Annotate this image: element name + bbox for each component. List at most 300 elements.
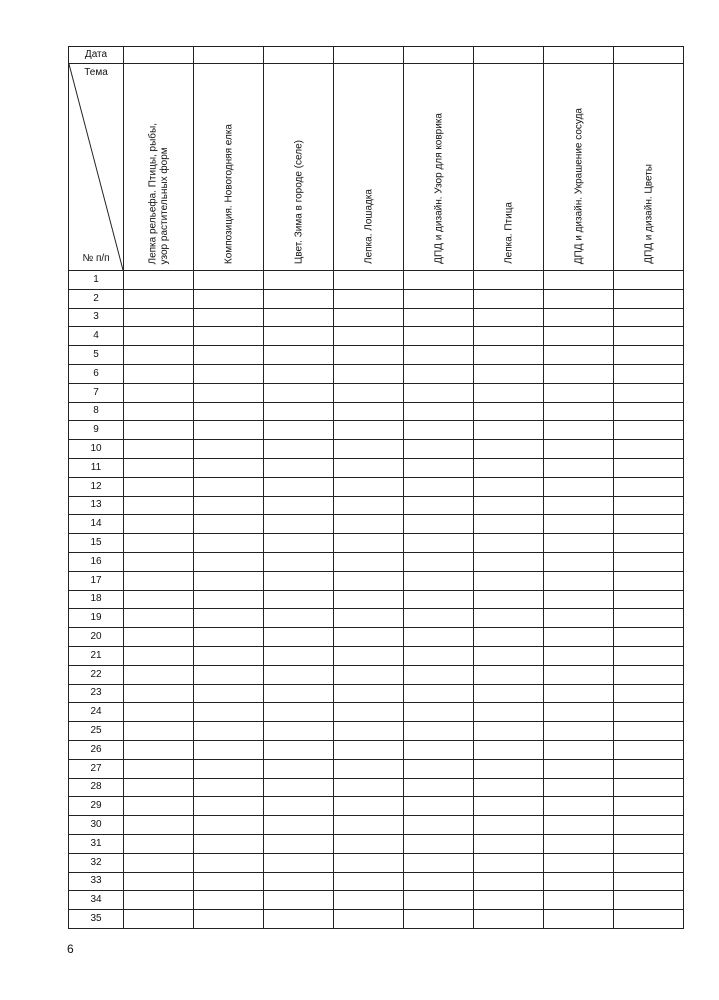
- grade-cell[interactable]: [544, 722, 614, 741]
- grade-cell[interactable]: [404, 590, 474, 609]
- grade-cell[interactable]: [334, 534, 404, 553]
- grade-cell[interactable]: [124, 872, 194, 891]
- grade-cell[interactable]: [334, 346, 404, 365]
- grade-cell[interactable]: [474, 797, 544, 816]
- grade-cell[interactable]: [614, 383, 684, 402]
- grade-cell[interactable]: [544, 458, 614, 477]
- grade-cell[interactable]: [124, 440, 194, 459]
- grade-cell[interactable]: [544, 853, 614, 872]
- grade-cell[interactable]: [474, 346, 544, 365]
- grade-cell[interactable]: [544, 703, 614, 722]
- grade-cell[interactable]: [474, 834, 544, 853]
- grade-cell[interactable]: [334, 722, 404, 741]
- grade-cell[interactable]: [264, 778, 334, 797]
- grade-cell[interactable]: [334, 458, 404, 477]
- grade-cell[interactable]: [334, 834, 404, 853]
- grade-cell[interactable]: [124, 383, 194, 402]
- grade-cell[interactable]: [264, 571, 334, 590]
- grade-cell[interactable]: [334, 308, 404, 327]
- grade-cell[interactable]: [404, 628, 474, 647]
- grade-cell[interactable]: [404, 853, 474, 872]
- table-row: [69, 289, 684, 308]
- grade-cell[interactable]: [334, 289, 404, 308]
- grade-cell[interactable]: [474, 665, 544, 684]
- grade-cell[interactable]: [264, 346, 334, 365]
- grade-cell[interactable]: [124, 421, 194, 440]
- grade-cell[interactable]: [194, 496, 264, 515]
- grade-cell[interactable]: [614, 552, 684, 571]
- grade-cell[interactable]: [474, 910, 544, 929]
- grade-cell[interactable]: [544, 440, 614, 459]
- grade-cell[interactable]: [404, 816, 474, 835]
- grade-cell[interactable]: [264, 853, 334, 872]
- grade-cell[interactable]: [474, 684, 544, 703]
- grade-cell[interactable]: [334, 853, 404, 872]
- grade-cell[interactable]: [404, 308, 474, 327]
- grade-cell[interactable]: [264, 628, 334, 647]
- grade-cell[interactable]: [544, 515, 614, 534]
- grade-cell[interactable]: [474, 609, 544, 628]
- grade-cell[interactable]: [194, 628, 264, 647]
- grade-cell[interactable]: [544, 891, 614, 910]
- grade-cell[interactable]: [614, 740, 684, 759]
- grade-cell[interactable]: [334, 740, 404, 759]
- grade-cell[interactable]: [124, 759, 194, 778]
- grade-cell[interactable]: [194, 609, 264, 628]
- grade-cell[interactable]: [194, 440, 264, 459]
- grade-cell[interactable]: [544, 289, 614, 308]
- grade-cell[interactable]: [614, 684, 684, 703]
- grade-cell[interactable]: [404, 910, 474, 929]
- grade-cell[interactable]: [404, 646, 474, 665]
- grade-cell[interactable]: [614, 327, 684, 346]
- grade-cell[interactable]: [614, 722, 684, 741]
- grade-cell[interactable]: [124, 853, 194, 872]
- row-number: 8: [69, 402, 124, 421]
- grade-cell[interactable]: [264, 515, 334, 534]
- grade-cell[interactable]: [474, 740, 544, 759]
- grade-cell[interactable]: [334, 816, 404, 835]
- grade-cell[interactable]: [544, 308, 614, 327]
- grade-cell[interactable]: [194, 402, 264, 421]
- grade-cell[interactable]: [404, 402, 474, 421]
- grade-cell[interactable]: [194, 458, 264, 477]
- grade-cell[interactable]: [544, 684, 614, 703]
- grade-cell[interactable]: [194, 684, 264, 703]
- grade-cell[interactable]: [614, 496, 684, 515]
- grade-cell[interactable]: [194, 477, 264, 496]
- grade-cell[interactable]: [474, 703, 544, 722]
- grade-cell[interactable]: [404, 458, 474, 477]
- grade-cell[interactable]: [194, 534, 264, 553]
- grade-cell[interactable]: [124, 628, 194, 647]
- grade-cell[interactable]: [194, 289, 264, 308]
- grade-cell[interactable]: [264, 891, 334, 910]
- date-cell[interactable]: [194, 47, 264, 64]
- grade-cell[interactable]: [194, 722, 264, 741]
- grade-cell[interactable]: [614, 759, 684, 778]
- grade-cell[interactable]: [474, 722, 544, 741]
- grade-cell[interactable]: [264, 364, 334, 383]
- grade-cell[interactable]: [614, 797, 684, 816]
- grade-cell[interactable]: [614, 421, 684, 440]
- grade-cell[interactable]: [614, 628, 684, 647]
- grade-cell[interactable]: [334, 327, 404, 346]
- grade-cell[interactable]: [194, 834, 264, 853]
- grade-cell[interactable]: [474, 778, 544, 797]
- grade-cell[interactable]: [614, 364, 684, 383]
- grade-cell[interactable]: [264, 271, 334, 290]
- grade-cell[interactable]: [124, 910, 194, 929]
- grade-cell[interactable]: [614, 590, 684, 609]
- grade-cell[interactable]: [264, 684, 334, 703]
- grade-cell[interactable]: [474, 477, 544, 496]
- date-cell[interactable]: [334, 47, 404, 64]
- theme-title: Цвет. Зима в городе (селе): [292, 139, 304, 264]
- grade-cell[interactable]: [614, 816, 684, 835]
- grade-cell[interactable]: [124, 722, 194, 741]
- grade-cell[interactable]: [614, 646, 684, 665]
- grade-cell[interactable]: [474, 458, 544, 477]
- grade-cell[interactable]: [194, 759, 264, 778]
- grade-cell[interactable]: [264, 477, 334, 496]
- grade-cell[interactable]: [124, 778, 194, 797]
- grade-cell[interactable]: [334, 759, 404, 778]
- grade-cell[interactable]: [404, 571, 474, 590]
- theme-header-cell: [264, 64, 334, 271]
- grade-cell[interactable]: [334, 891, 404, 910]
- grade-cell[interactable]: [614, 346, 684, 365]
- grade-cell[interactable]: [264, 308, 334, 327]
- grade-cell[interactable]: [614, 402, 684, 421]
- grade-cell[interactable]: [474, 534, 544, 553]
- grade-cell[interactable]: [124, 458, 194, 477]
- grade-cell[interactable]: [404, 703, 474, 722]
- grade-cell[interactable]: [124, 834, 194, 853]
- grade-cell[interactable]: [194, 552, 264, 571]
- grade-cell[interactable]: [404, 477, 474, 496]
- grade-cell[interactable]: [194, 797, 264, 816]
- grade-cell[interactable]: [614, 834, 684, 853]
- grade-cell[interactable]: [124, 308, 194, 327]
- grade-cell[interactable]: [264, 383, 334, 402]
- grade-cell[interactable]: [404, 552, 474, 571]
- grade-cell[interactable]: [474, 308, 544, 327]
- grade-cell[interactable]: [194, 590, 264, 609]
- grade-cell[interactable]: [194, 271, 264, 290]
- grade-cell[interactable]: [404, 797, 474, 816]
- grade-cell[interactable]: [264, 665, 334, 684]
- grade-cell[interactable]: [334, 590, 404, 609]
- grade-cell[interactable]: [404, 364, 474, 383]
- grade-cell[interactable]: [194, 778, 264, 797]
- grade-cell[interactable]: [614, 609, 684, 628]
- table-row: [69, 910, 684, 929]
- grade-cell[interactable]: [614, 515, 684, 534]
- grade-cell[interactable]: [474, 759, 544, 778]
- grade-cell[interactable]: [334, 515, 404, 534]
- grade-cell[interactable]: [264, 289, 334, 308]
- grade-cell[interactable]: [124, 590, 194, 609]
- grade-cell[interactable]: [194, 327, 264, 346]
- grade-cell[interactable]: [614, 458, 684, 477]
- grade-cell[interactable]: [124, 534, 194, 553]
- grade-cell[interactable]: [544, 834, 614, 853]
- grade-cell[interactable]: [334, 665, 404, 684]
- grade-cell[interactable]: [124, 346, 194, 365]
- grade-cell[interactable]: [474, 383, 544, 402]
- grade-cell[interactable]: [264, 816, 334, 835]
- grade-cell[interactable]: [264, 703, 334, 722]
- grade-cell[interactable]: [264, 834, 334, 853]
- row-number: 12: [69, 477, 124, 496]
- grade-cell[interactable]: [614, 778, 684, 797]
- grade-cell[interactable]: [544, 271, 614, 290]
- grade-cell[interactable]: [474, 571, 544, 590]
- grade-cell[interactable]: [544, 740, 614, 759]
- grade-cell[interactable]: [264, 534, 334, 553]
- grade-cell[interactable]: [334, 684, 404, 703]
- grade-cell[interactable]: [124, 402, 194, 421]
- grade-cell[interactable]: [124, 646, 194, 665]
- grade-cell[interactable]: [124, 477, 194, 496]
- grade-cell[interactable]: [614, 910, 684, 929]
- grade-cell[interactable]: [334, 496, 404, 515]
- grade-cell[interactable]: [614, 289, 684, 308]
- grade-cell[interactable]: [264, 797, 334, 816]
- date-row: [69, 47, 684, 64]
- grade-cell[interactable]: [194, 665, 264, 684]
- grade-cell[interactable]: [124, 703, 194, 722]
- grade-cell[interactable]: [124, 364, 194, 383]
- grade-cell[interactable]: [194, 910, 264, 929]
- grade-cell[interactable]: [334, 364, 404, 383]
- grade-cell[interactable]: [264, 872, 334, 891]
- grade-cell[interactable]: [404, 872, 474, 891]
- grade-cell[interactable]: [124, 797, 194, 816]
- grade-cell[interactable]: [124, 891, 194, 910]
- grade-cell[interactable]: [194, 872, 264, 891]
- grade-cell[interactable]: [334, 609, 404, 628]
- grade-cell[interactable]: [544, 646, 614, 665]
- grade-cell[interactable]: [544, 872, 614, 891]
- grade-cell[interactable]: [334, 552, 404, 571]
- grade-cell[interactable]: [404, 609, 474, 628]
- grade-cell[interactable]: [334, 440, 404, 459]
- grade-cell[interactable]: [544, 609, 614, 628]
- grade-cell[interactable]: [264, 722, 334, 741]
- grade-cell[interactable]: [404, 271, 474, 290]
- grade-cell[interactable]: [474, 496, 544, 515]
- grade-cell[interactable]: [544, 910, 614, 929]
- grade-cell[interactable]: [264, 327, 334, 346]
- grade-cell[interactable]: [474, 552, 544, 571]
- grade-cell[interactable]: [264, 421, 334, 440]
- grade-cell[interactable]: [124, 515, 194, 534]
- grade-cell[interactable]: [334, 872, 404, 891]
- grade-cell[interactable]: [544, 665, 614, 684]
- grade-cell[interactable]: [404, 834, 474, 853]
- grade-cell[interactable]: [194, 364, 264, 383]
- grade-cell[interactable]: [614, 571, 684, 590]
- grade-cell[interactable]: [124, 609, 194, 628]
- date-cell[interactable]: [614, 47, 684, 64]
- grade-cell[interactable]: [474, 327, 544, 346]
- grade-cell[interactable]: [124, 665, 194, 684]
- grade-cell[interactable]: [544, 628, 614, 647]
- grade-cell[interactable]: [194, 816, 264, 835]
- grade-cell[interactable]: [544, 421, 614, 440]
- grade-cell[interactable]: [194, 571, 264, 590]
- grade-cell[interactable]: [474, 628, 544, 647]
- grade-cell[interactable]: [544, 477, 614, 496]
- grade-cell[interactable]: [334, 703, 404, 722]
- grade-cell[interactable]: [194, 740, 264, 759]
- grade-cell[interactable]: [474, 891, 544, 910]
- grade-cell[interactable]: [334, 421, 404, 440]
- grade-cell[interactable]: [614, 440, 684, 459]
- grade-cell[interactable]: [474, 364, 544, 383]
- grade-cell[interactable]: [334, 797, 404, 816]
- grade-cell[interactable]: [194, 646, 264, 665]
- grade-cell[interactable]: [334, 646, 404, 665]
- grade-cell[interactable]: [334, 571, 404, 590]
- grade-cell[interactable]: [124, 684, 194, 703]
- grade-cell[interactable]: [544, 364, 614, 383]
- grade-cell[interactable]: [124, 816, 194, 835]
- grade-cell[interactable]: [194, 346, 264, 365]
- grade-cell[interactable]: [264, 759, 334, 778]
- row-number: 9: [69, 421, 124, 440]
- grade-cell[interactable]: [264, 552, 334, 571]
- grade-cell[interactable]: [474, 590, 544, 609]
- grade-cell[interactable]: [124, 571, 194, 590]
- grade-cell[interactable]: [264, 458, 334, 477]
- date-cell[interactable]: [264, 47, 334, 64]
- grade-cell[interactable]: [614, 665, 684, 684]
- grade-cell[interactable]: [124, 552, 194, 571]
- grade-cell[interactable]: [474, 421, 544, 440]
- grade-cell[interactable]: [614, 853, 684, 872]
- grade-cell[interactable]: [194, 383, 264, 402]
- grade-cell[interactable]: [614, 891, 684, 910]
- grade-cell[interactable]: [334, 271, 404, 290]
- grade-cell[interactable]: [474, 872, 544, 891]
- grade-cell[interactable]: [474, 646, 544, 665]
- grade-cell[interactable]: [544, 402, 614, 421]
- grade-cell[interactable]: [474, 440, 544, 459]
- grade-cell[interactable]: [404, 515, 474, 534]
- date-cell[interactable]: [474, 47, 544, 64]
- grade-cell[interactable]: [404, 534, 474, 553]
- date-cell[interactable]: [404, 47, 474, 64]
- grade-cell[interactable]: [194, 891, 264, 910]
- grade-cell[interactable]: [264, 402, 334, 421]
- grade-cell[interactable]: [544, 552, 614, 571]
- grade-cell[interactable]: [124, 271, 194, 290]
- grade-cell[interactable]: [474, 853, 544, 872]
- grade-cell[interactable]: [474, 271, 544, 290]
- grade-cell[interactable]: [124, 496, 194, 515]
- grade-cell[interactable]: [404, 778, 474, 797]
- grade-cell[interactable]: [544, 590, 614, 609]
- grade-cell[interactable]: [334, 383, 404, 402]
- grade-cell[interactable]: [264, 609, 334, 628]
- grade-cell[interactable]: [614, 271, 684, 290]
- grade-cell[interactable]: [334, 477, 404, 496]
- grade-cell[interactable]: [194, 421, 264, 440]
- grade-cell[interactable]: [474, 515, 544, 534]
- grade-cell[interactable]: [264, 646, 334, 665]
- grade-cell[interactable]: [544, 797, 614, 816]
- grade-cell[interactable]: [404, 891, 474, 910]
- grade-cell[interactable]: [194, 853, 264, 872]
- grade-cell[interactable]: [194, 308, 264, 327]
- grade-cell[interactable]: [264, 740, 334, 759]
- grade-cell[interactable]: [544, 346, 614, 365]
- grade-cell[interactable]: [404, 383, 474, 402]
- table-row: [69, 364, 684, 383]
- grade-cell[interactable]: [194, 515, 264, 534]
- grade-cell[interactable]: [404, 440, 474, 459]
- grade-cell[interactable]: [544, 778, 614, 797]
- grade-cell[interactable]: [404, 684, 474, 703]
- grade-cell[interactable]: [544, 383, 614, 402]
- date-cell[interactable]: [544, 47, 614, 64]
- grade-cell[interactable]: [404, 722, 474, 741]
- grade-cell[interactable]: [194, 703, 264, 722]
- grade-cell[interactable]: [404, 665, 474, 684]
- grade-cell[interactable]: [264, 440, 334, 459]
- grade-cell[interactable]: [404, 327, 474, 346]
- grade-cell[interactable]: [404, 346, 474, 365]
- grade-cell[interactable]: [124, 740, 194, 759]
- grade-cell[interactable]: [614, 872, 684, 891]
- grade-cell[interactable]: [544, 327, 614, 346]
- grade-cell[interactable]: [544, 571, 614, 590]
- grade-cell[interactable]: [404, 289, 474, 308]
- grade-cell[interactable]: [614, 703, 684, 722]
- grade-cell[interactable]: [124, 289, 194, 308]
- grade-cell[interactable]: [334, 778, 404, 797]
- grade-cell[interactable]: [264, 910, 334, 929]
- row-number: 30: [69, 816, 124, 835]
- grade-cell[interactable]: [334, 402, 404, 421]
- date-cell[interactable]: [124, 47, 194, 64]
- grade-cell[interactable]: [614, 534, 684, 553]
- grade-cell[interactable]: [264, 496, 334, 515]
- grade-cell[interactable]: [334, 910, 404, 929]
- grade-cell[interactable]: [474, 289, 544, 308]
- grade-cell[interactable]: [544, 816, 614, 835]
- grade-cell[interactable]: [544, 496, 614, 515]
- grade-cell[interactable]: [614, 308, 684, 327]
- table-row: [69, 703, 684, 722]
- theme-header-cell: [194, 64, 264, 271]
- grade-cell[interactable]: [404, 740, 474, 759]
- grade-cell[interactable]: [404, 496, 474, 515]
- grade-cell[interactable]: [404, 421, 474, 440]
- grade-cell[interactable]: [544, 759, 614, 778]
- grade-cell[interactable]: [614, 477, 684, 496]
- grade-cell[interactable]: [474, 402, 544, 421]
- grade-cell[interactable]: [544, 534, 614, 553]
- grade-cell[interactable]: [334, 628, 404, 647]
- grade-cell[interactable]: [474, 816, 544, 835]
- grade-cell[interactable]: [124, 327, 194, 346]
- grade-cell[interactable]: [404, 759, 474, 778]
- grade-cell[interactable]: [264, 590, 334, 609]
